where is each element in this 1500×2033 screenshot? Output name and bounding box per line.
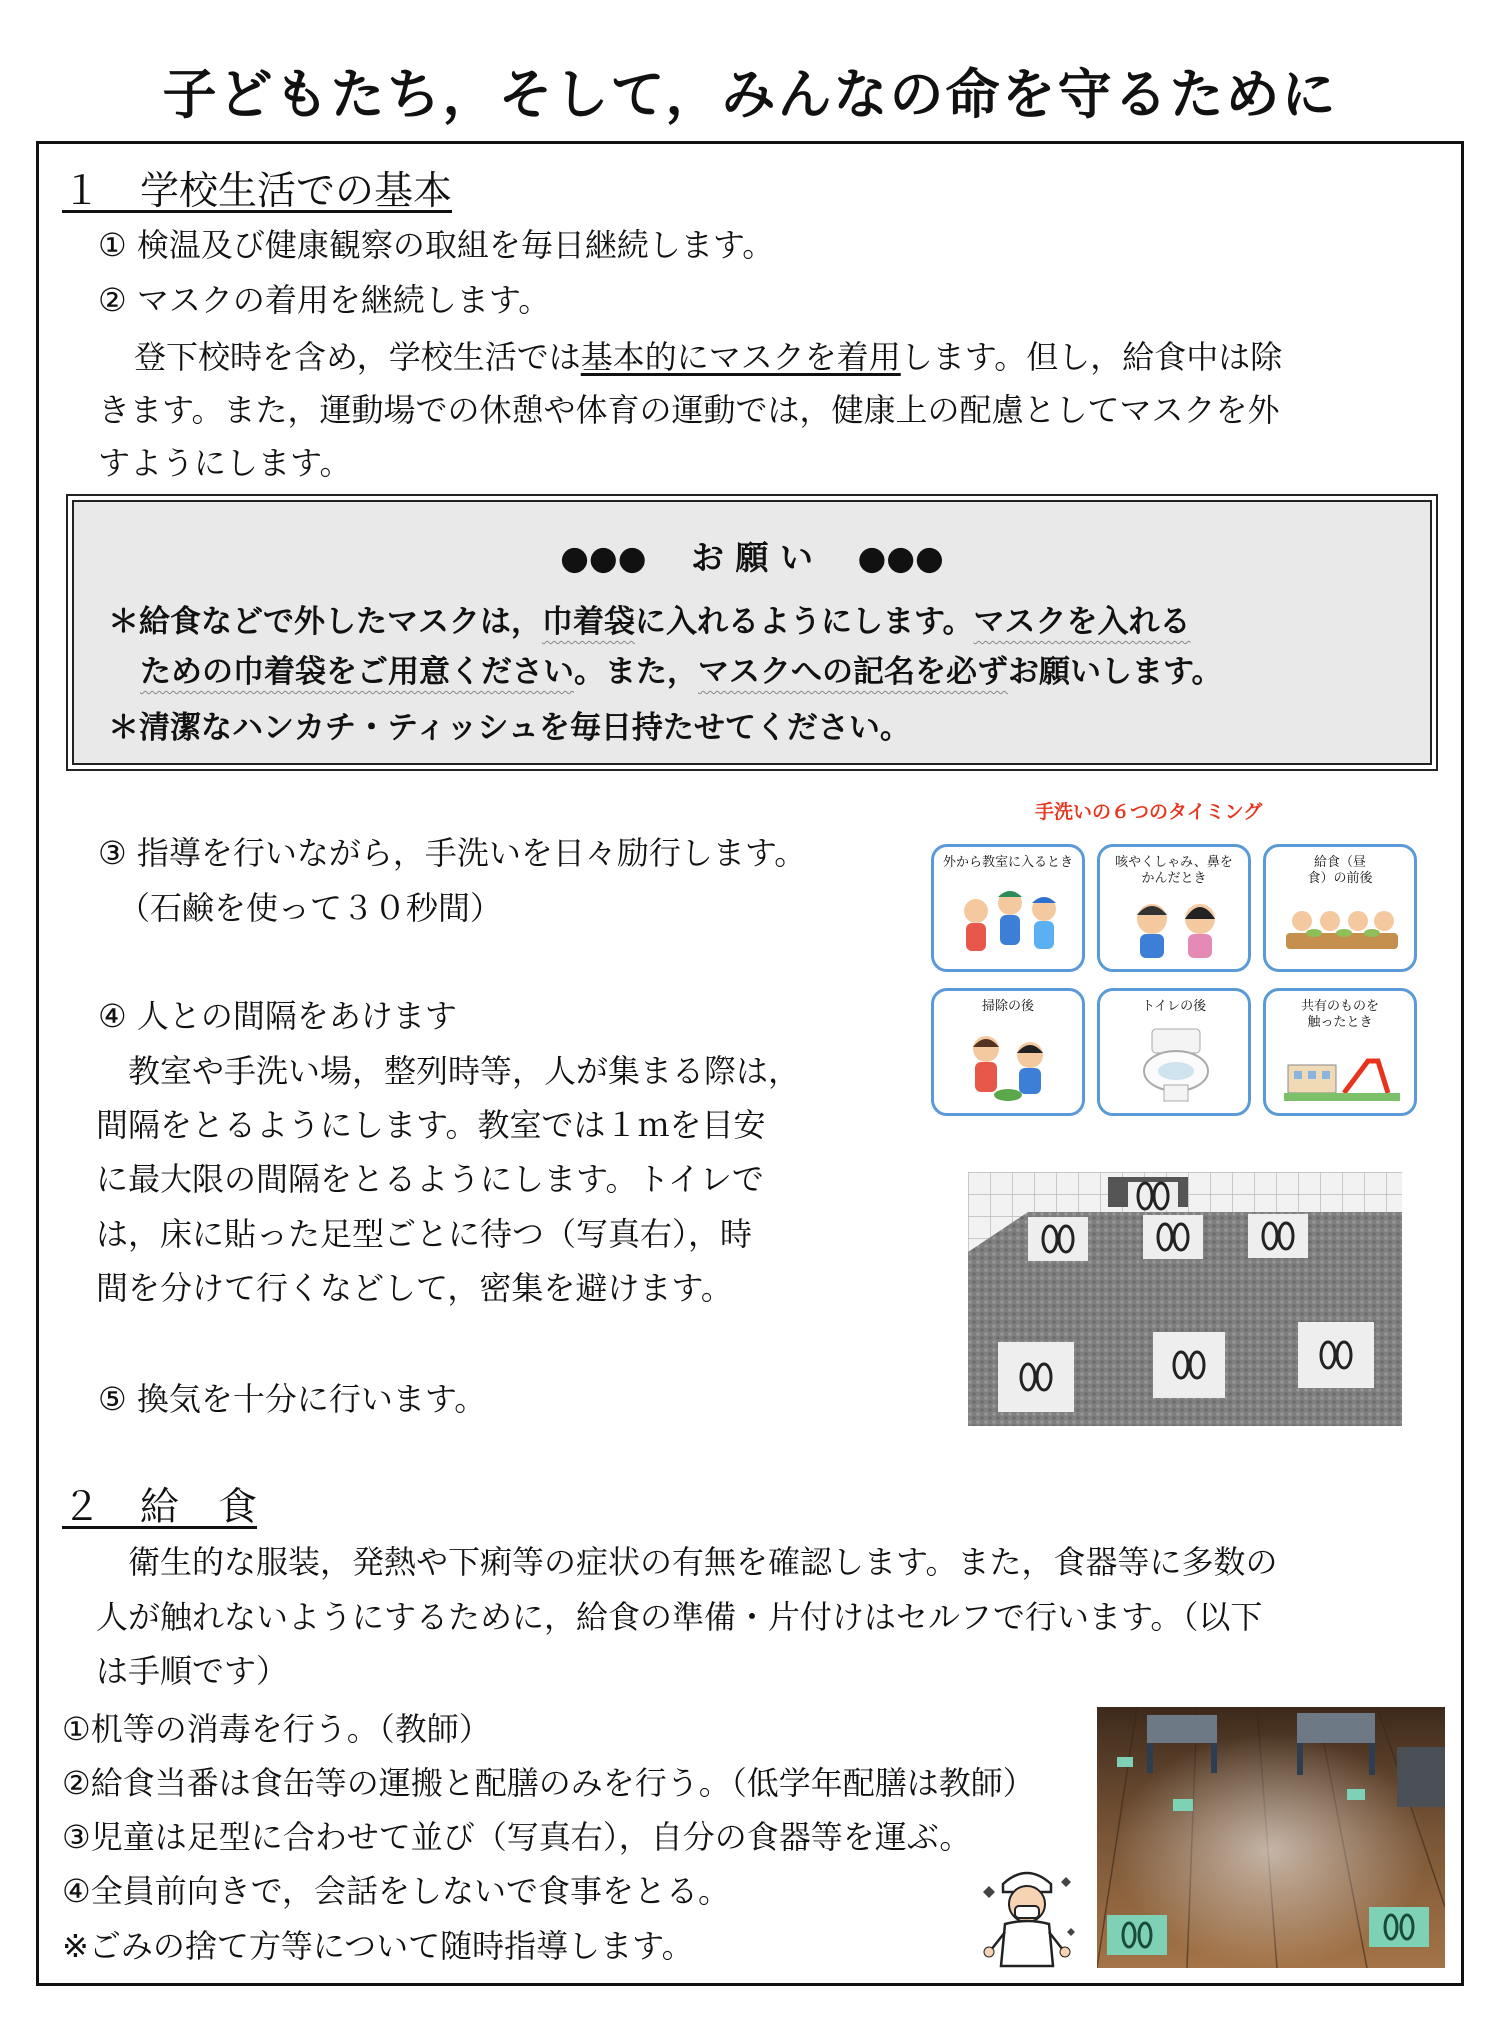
toilet-floor-footprints-photo	[968, 1172, 1402, 1426]
request-text: 。また，	[574, 654, 698, 690]
request-text: ＊給食などで外したマスクは，	[108, 604, 542, 640]
card-label: 掃除の後	[981, 999, 1034, 1014]
item4-body-line: に最大限の間隔をとるようにします。トイレで	[96, 1160, 764, 1198]
request-line-2	[140, 646, 1223, 691]
request-emphasis: 巾着袋	[542, 604, 635, 640]
lunch-step: ③児童は足型に合わせて並び（写真右），自分の食器等を運ぶ。	[62, 1818, 972, 1856]
mask-paragraph-line1	[134, 332, 1282, 378]
section1-item1: ① 検温及び健康観察の取組を毎日継続します。	[98, 226, 775, 264]
lunch-step: ②給食当番は食缶等の運搬と配膳のみを行う。（低学年配膳は教師）	[62, 1764, 1035, 1802]
request-line-1	[108, 596, 1191, 641]
playground-icon	[1278, 1045, 1406, 1105]
item4-body-line: 間を分けて行くなどして，密集を避けます。	[96, 1269, 733, 1307]
mask-paragraph-line3: すようにします。	[98, 444, 352, 482]
lunch-paragraph-line: は手順です）	[96, 1652, 289, 1690]
handwash-card-lunch	[1263, 844, 1417, 972]
section1-heading: １ 学校生活での基本	[62, 169, 453, 214]
lunch-paragraph-line: 人が触れないようにするために，給食の準備・片付けはセルフで行います。（以下	[96, 1598, 1263, 1636]
item3-line1: ③ 指導を行いながら，手洗いを日々励行します。	[98, 834, 807, 872]
request-text: に入れるようにします。	[635, 604, 974, 640]
request-text: お願いします。	[1008, 654, 1223, 690]
item4-body-line: は，床に貼った足型ごとに待つ（写真右），時	[96, 1215, 753, 1253]
mask-paragraph-line2: きます。また，運動場での休憩や体育の運動では，健康上の配慮としてマスクを外	[98, 391, 1280, 429]
request-line-3: ＊清潔なハンカチ・ティッシュを毎日持たせてください。	[108, 710, 911, 746]
section2-heading: ２ 給 食	[62, 1485, 258, 1530]
handwash-card-toilet	[1097, 988, 1251, 1116]
sneezing-kids-icon	[1112, 891, 1240, 961]
lunch-paragraph-line: 衛生的な服装，発熱や下痢等の症状の有無を確認します。また，食器等に多数の	[96, 1543, 1278, 1581]
lunch-step: ④全員前向きで，会話をしないで食事をとる。	[62, 1872, 731, 1910]
mask-paragraph-text: 登下校時を含め，学校生活では	[134, 338, 581, 376]
toilet-icon	[1112, 1023, 1240, 1105]
handwash-card-cleaning	[931, 988, 1085, 1116]
mask-paragraph-text: します。但し，給食中は除	[900, 338, 1283, 376]
item3-line2: （石鹸を使って３０秒間）	[118, 889, 503, 927]
lunch-kids-icon	[1278, 903, 1406, 961]
lunch-step: ①机等の消毒を行う。（教師）	[62, 1710, 491, 1748]
mask-emphasis: 基本的にマスクを着用	[580, 338, 901, 376]
card-label: 咳やくしゃみ、鼻を かんだとき	[1115, 855, 1233, 886]
handwash-title: 手洗いの６つのタイミング	[1035, 801, 1263, 823]
request-notice-heading: ●●● お 願 い ●●●	[560, 538, 944, 577]
request-notice-box	[66, 494, 1438, 771]
handwash-card-shared	[1263, 988, 1417, 1116]
item5-line: ⑤ 換気を十分に行います。	[98, 1380, 487, 1418]
request-emphasis: マスクを入れる	[973, 604, 1191, 640]
handwash-timing-panel	[927, 840, 1427, 1130]
card-label: 給食（昼 食）の前後	[1307, 855, 1373, 886]
card-label: トイレの後	[1141, 999, 1207, 1014]
item4-line1: ④ 人との間隔をあけます	[98, 997, 457, 1035]
request-emphasis: マスクへの記名を必ず	[698, 654, 1008, 690]
lunch-note: ※ごみの捨て方等について随時指導します。	[62, 1927, 694, 1965]
item4-body-line: 教室や手洗い場，整列時等，人が集まる際は，	[96, 1052, 801, 1090]
request-emphasis: ための巾着袋をご用意ください	[140, 654, 574, 690]
page-title: 子どもたち，そして，みんなの命を守るために	[162, 63, 1338, 126]
handwash-card-sneeze	[1097, 844, 1251, 972]
lunch-helper-illustration	[975, 1862, 1079, 1970]
handwash-card-outside	[931, 844, 1085, 972]
item4-body-line: 間隔をとるようにします。教室では１ｍを目安	[96, 1106, 766, 1144]
card-label: 共有のものを 触ったとき	[1300, 999, 1379, 1030]
cleaning-kids-icon	[946, 1025, 1074, 1105]
section1-item2: ② マスクの着用を継続します。	[98, 281, 551, 319]
classroom-floor-footprints-photo	[1097, 1707, 1445, 1968]
children-playing-icon	[946, 881, 1074, 961]
request-notice-inner	[72, 500, 1432, 765]
card-label: 外から教室に入るとき	[942, 855, 1073, 870]
